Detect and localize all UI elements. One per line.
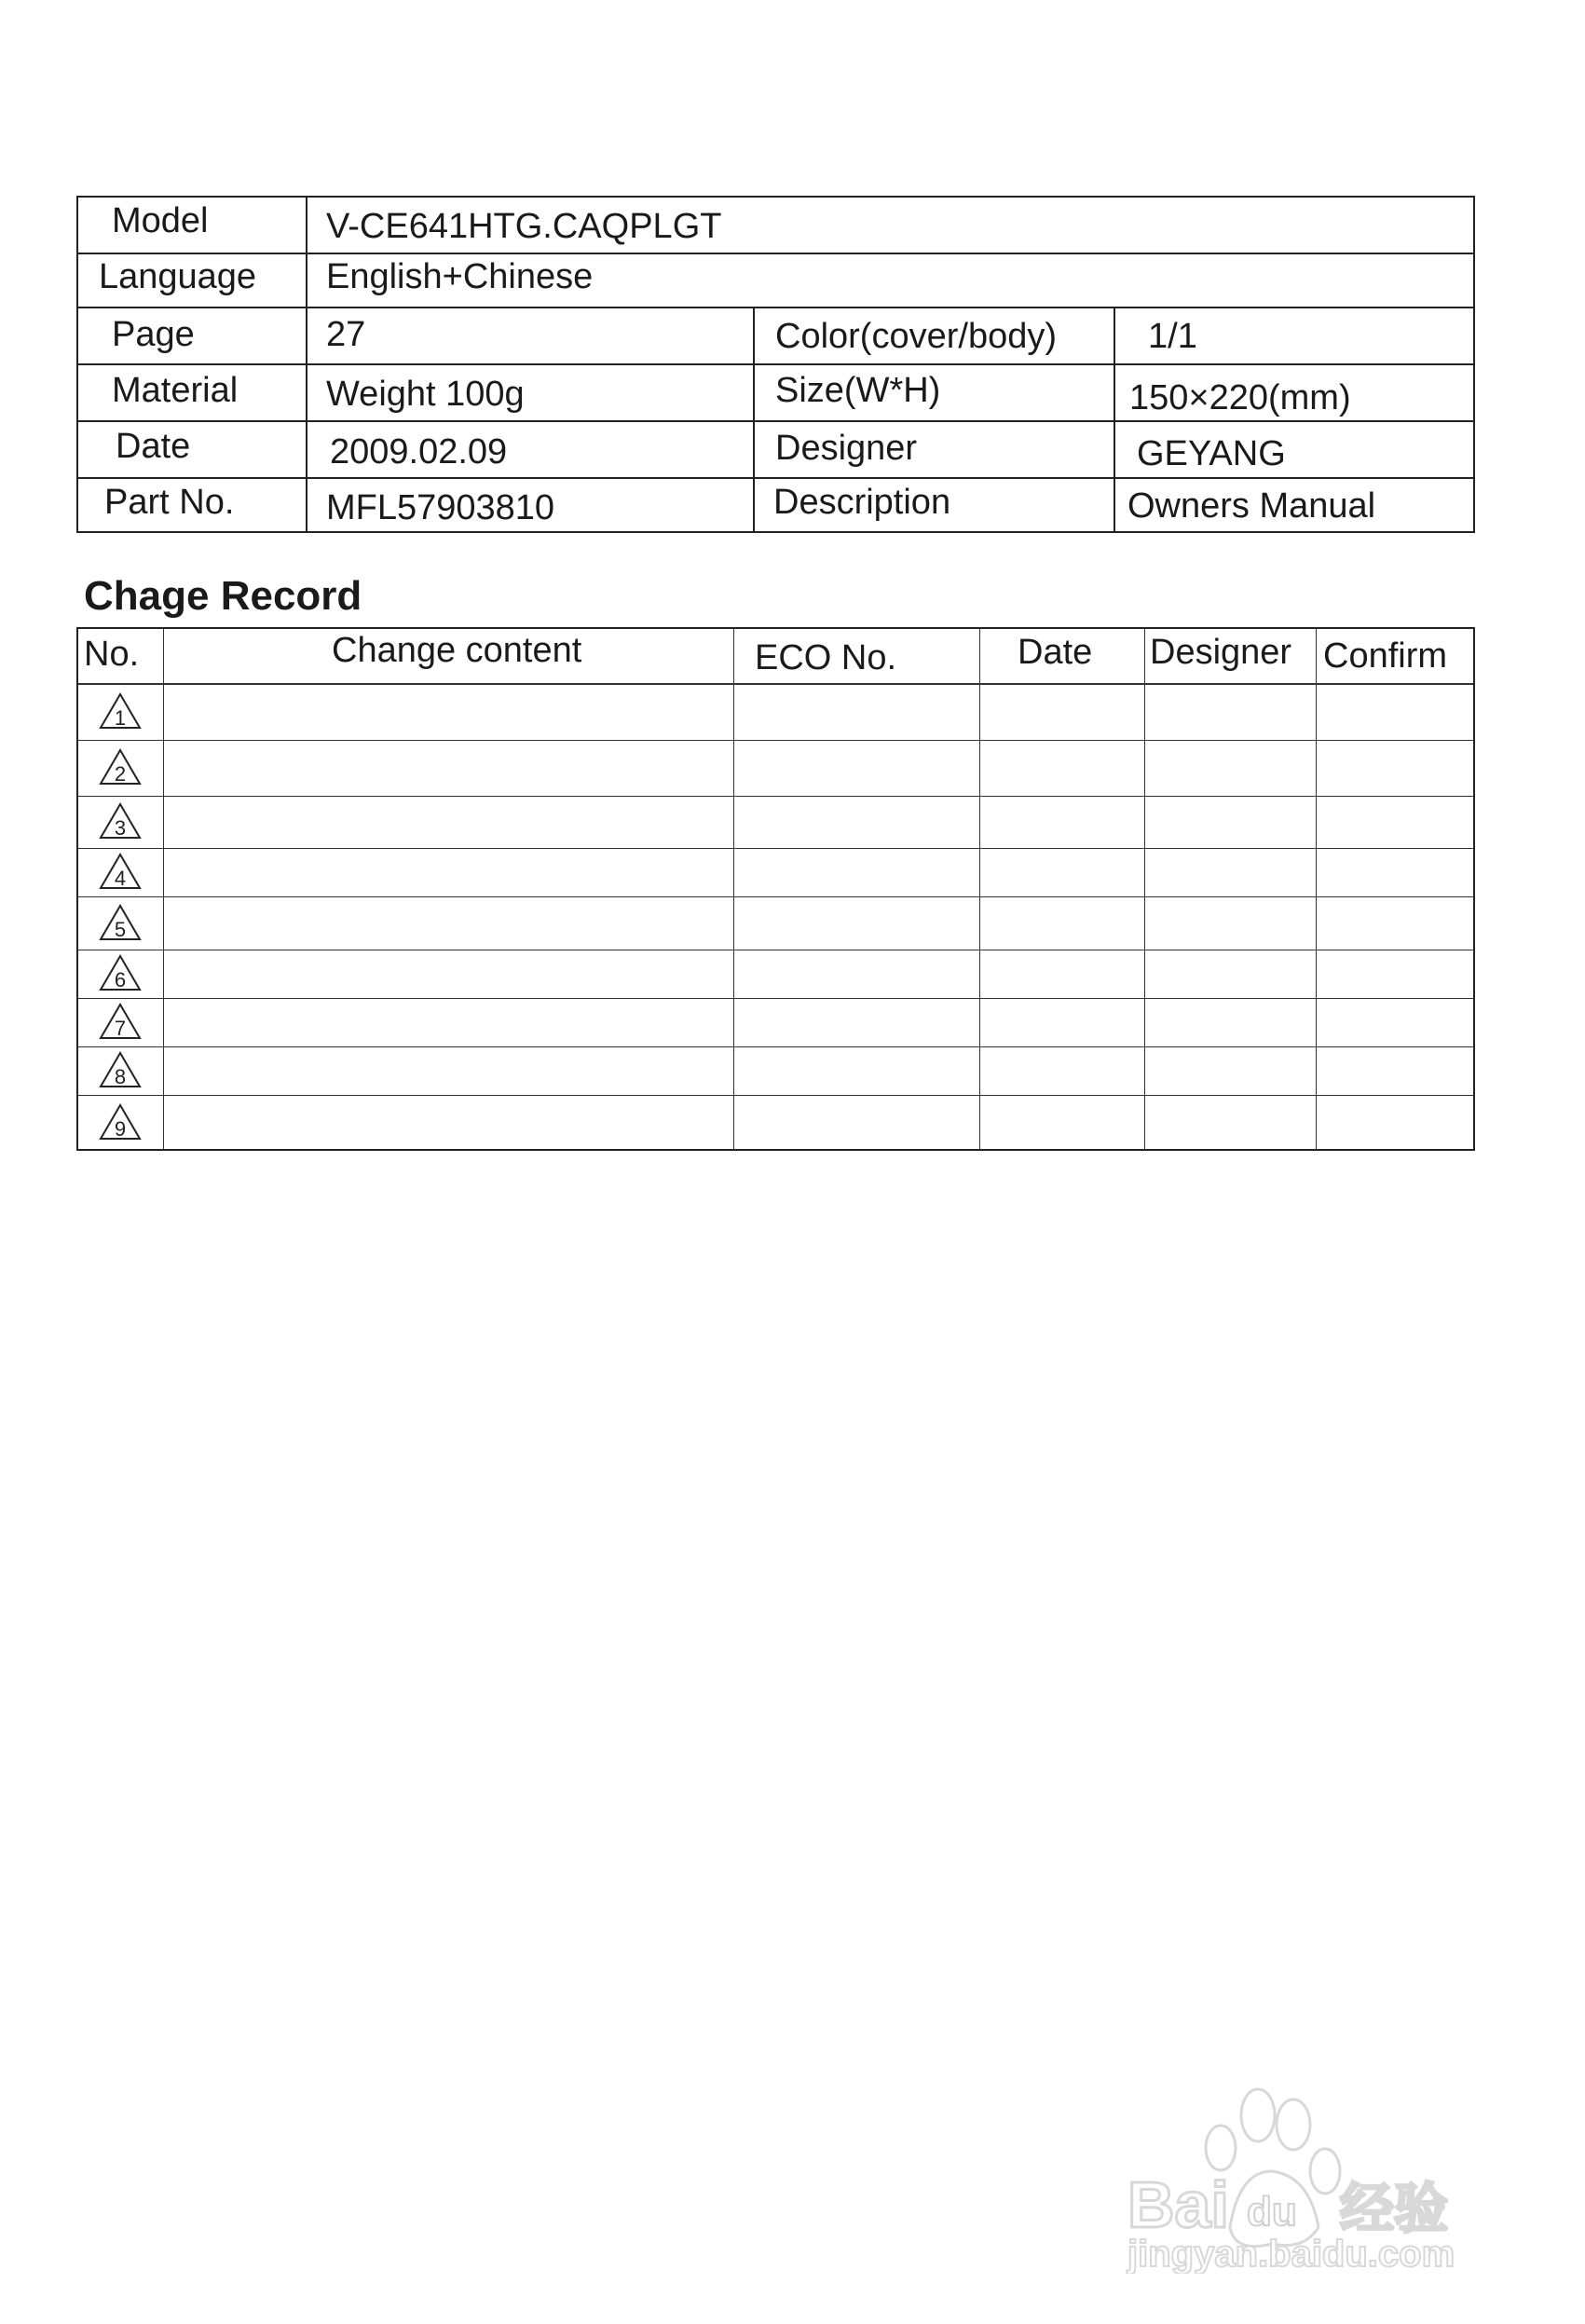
revision-triangle-icon xyxy=(99,1003,142,1040)
partno-value: MFL57903810 xyxy=(326,488,555,527)
divider xyxy=(306,198,307,531)
page-label: Page xyxy=(112,315,195,354)
spec-table xyxy=(76,196,1475,533)
revision-number: 6 xyxy=(114,968,127,991)
model-value: V-CE641HTG.CAQPLGT xyxy=(326,207,722,246)
divider xyxy=(78,796,1473,797)
divider xyxy=(1316,629,1317,1149)
revision-triangle-icon xyxy=(99,802,142,840)
divider xyxy=(78,1046,1473,1047)
svg-text:经验: 经验 xyxy=(1340,2177,1449,2240)
designer-value: GEYANG xyxy=(1137,434,1286,473)
header-date: Date xyxy=(1018,633,1093,672)
language-value: English+Chinese xyxy=(326,257,594,296)
divider xyxy=(78,998,1473,999)
header-confirm: Confirm xyxy=(1323,636,1448,676)
revision-number: 9 xyxy=(114,1117,127,1141)
divider xyxy=(1114,307,1115,531)
revision-number: 5 xyxy=(114,917,127,941)
revision-triangle-icon xyxy=(99,954,142,991)
divider xyxy=(1144,629,1145,1149)
divider xyxy=(78,740,1473,741)
header-change-content: Change content xyxy=(332,631,582,670)
divider xyxy=(733,629,734,1149)
divider xyxy=(78,253,1473,254)
revision-number: 8 xyxy=(114,1065,127,1088)
revision-triangle-icon xyxy=(99,692,142,730)
divider xyxy=(78,307,1473,308)
svg-text:Bai: Bai xyxy=(1127,2168,1229,2241)
divider xyxy=(78,363,1473,365)
material-label: Material xyxy=(112,371,239,410)
revision-number: 7 xyxy=(114,1017,127,1040)
revision-number: 3 xyxy=(114,816,127,840)
description-value: Owners Manual xyxy=(1127,486,1376,526)
model-label: Model xyxy=(112,201,209,240)
color-value: 1/1 xyxy=(1148,317,1197,356)
header-designer: Designer xyxy=(1150,633,1292,672)
divider xyxy=(78,896,1473,897)
designer-label: Designer xyxy=(775,429,918,468)
partno-label: Part No. xyxy=(104,483,235,522)
description-label: Description xyxy=(773,483,951,522)
revision-triangle-icon xyxy=(99,1103,142,1141)
revision-number: 2 xyxy=(114,762,127,786)
date-value: 2009.02.09 xyxy=(330,432,508,472)
divider xyxy=(78,683,1473,685)
language-label: Language xyxy=(99,257,257,296)
divider xyxy=(979,629,980,1149)
header-no: No. xyxy=(84,635,140,674)
divider xyxy=(78,1095,1473,1096)
change-record-title: Chage Record xyxy=(84,573,362,619)
revision-triangle-icon xyxy=(99,904,142,941)
svg-text:jingyan.baidu.com: jingyan.baidu.com xyxy=(1127,2234,1455,2274)
svg-text:du: du xyxy=(1247,2189,1297,2235)
change-record-table xyxy=(76,627,1475,1151)
color-label: Color(cover/body) xyxy=(775,317,1057,356)
divider xyxy=(753,307,755,531)
revision-number: 4 xyxy=(114,867,127,890)
divider xyxy=(78,477,1473,479)
revision-triangle-icon xyxy=(99,748,142,786)
size-label: Size(W*H) xyxy=(775,371,941,410)
divider xyxy=(163,629,164,1149)
divider xyxy=(78,848,1473,849)
page-value: 27 xyxy=(326,315,366,354)
header-eco-no: ECO No. xyxy=(755,638,897,677)
revision-triangle-icon xyxy=(99,1051,142,1088)
date-label: Date xyxy=(116,427,191,466)
material-value: Weight 100g xyxy=(326,375,525,414)
size-value: 150×220(mm) xyxy=(1129,378,1351,417)
revision-triangle-icon xyxy=(99,853,142,890)
revision-number: 1 xyxy=(114,705,127,730)
divider xyxy=(78,420,1473,422)
baidu-watermark-logo xyxy=(1118,2087,1491,2274)
